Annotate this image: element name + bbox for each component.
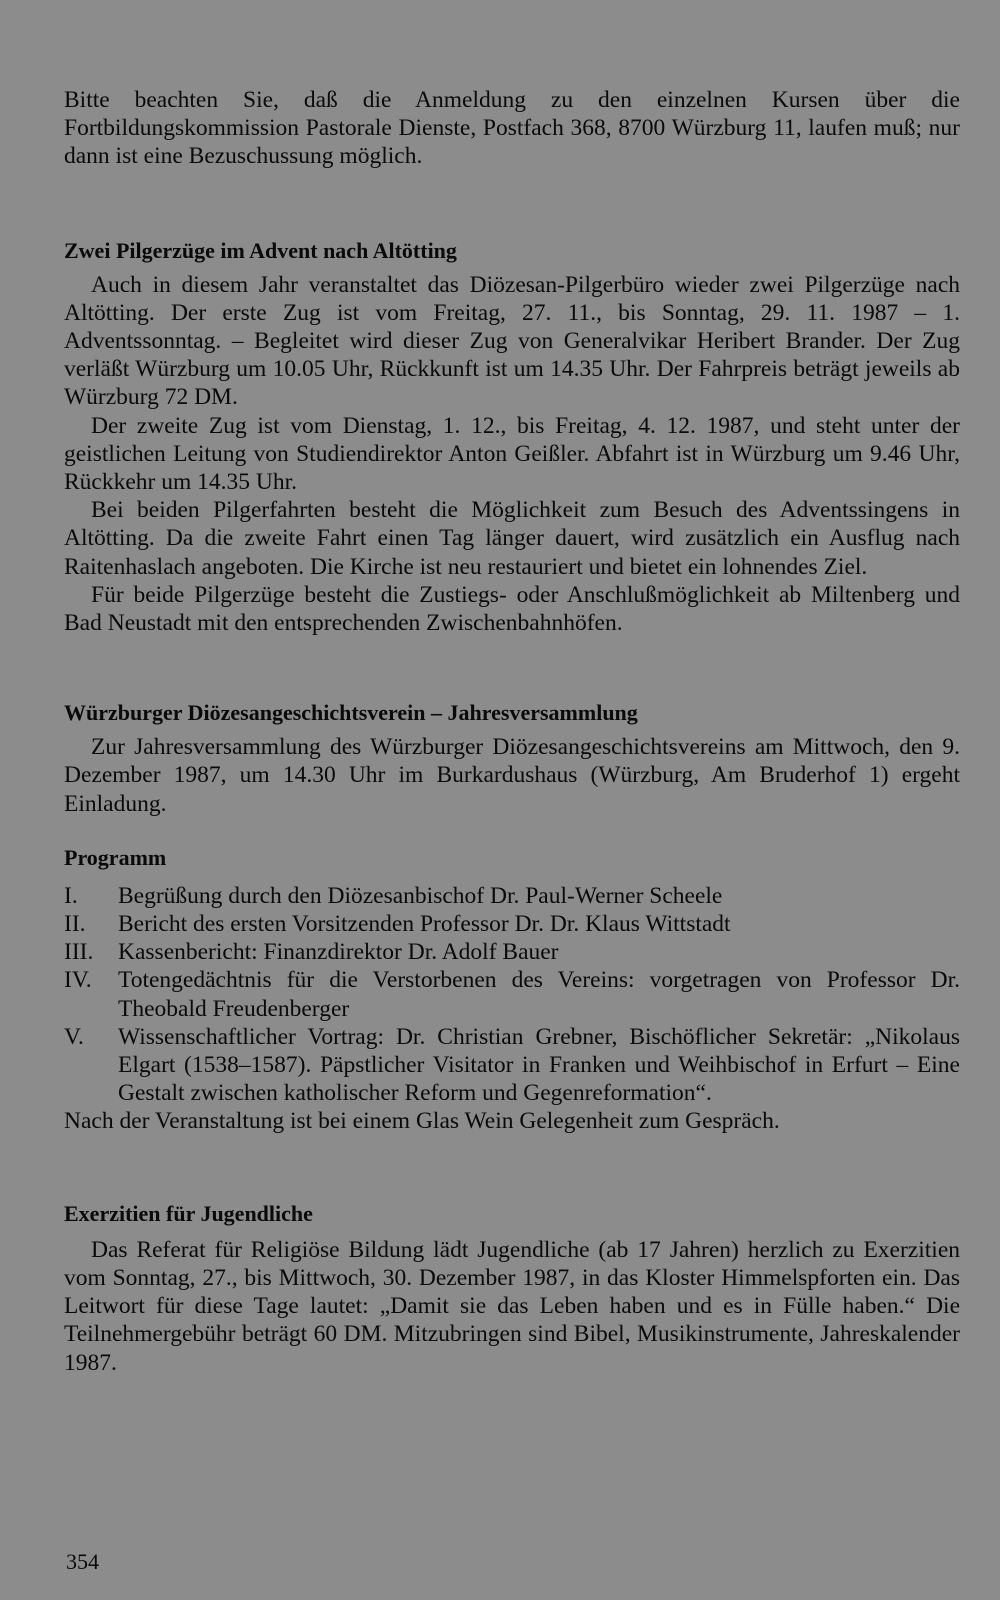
- list-item-text: Begrüßung durch den Diözesanbischof Dr. Paul-Werner Scheele: [118, 882, 723, 909]
- list-item-text: Totengedächtnis für die Verstorbenen des Vereins: vorgetragen von Professor Dr. Theobald Freudenberger: [118, 967, 960, 1022]
- paragraph: Das Referat für Religiöse Bildung lädt Jugendliche (ab 17 Jahren) herzlich zu Exerzitien vom Sonntag, 27., bis Mittwoch, 30. Dezember 1987, in das Kloster Himmelspforten ein. Das Leitwort für diese Tage lautet: „Damit sie das Leben haben und es in Fülle haben.“ Die Teilnehmergebühr beträgt 60 DM. Mitzubringen sind Bibel, Musikinstrumente, Jahreskalender 1987.: [64, 1236, 960, 1376]
- paragraph: Bei beiden Pilgerfahrten besteht die Möglichkeit zum Besuch des Adventssingens in Altötting. Da die zweite Fahrt einen Tag länger dauert, wird zusätzlich ein Ausflug nach Raitenhaslach angeboten. Die Kirche ist neu restauriert und bietet ein lohnendes Ziel.: [64, 497, 960, 580]
- list-item-text: Bericht des ersten Vorsitzenden Professor Dr. Dr. Klaus Wittstadt: [118, 911, 731, 938]
- list-item-number: III.: [64, 939, 94, 966]
- list-item-number: IV.: [64, 967, 92, 994]
- section-heading-geschichtsverein: Würzburger Diözesangeschichtsverein – Jahresversammlung: [64, 700, 638, 726]
- list-item: [64, 882, 960, 910]
- paragraph: Nach der Veranstaltung ist bei einem Glas Wein Gelegenheit zum Gespräch.: [64, 1108, 780, 1135]
- list-item-number: II.: [64, 911, 86, 938]
- list-item-text: Kassenbericht: Finanzdirektor Dr. Adolf Bauer: [118, 939, 559, 966]
- list-item-number: V.: [64, 1023, 84, 1050]
- list-item-number: I.: [64, 882, 78, 909]
- page-number: 354: [66, 1549, 99, 1574]
- list-item: [64, 910, 960, 938]
- programm-list: [64, 882, 960, 1108]
- list-item-text: Wissenschaftlicher Vortrag: Dr. Christian Grebner, Bischöflicher Sekretär: „Nikolaus Elgart (1538–1587). Päpstlicher Visitator in Franken und Weihbischof in Erfurt – Eine Gestalt zwischen katholischer Reform und Gegenreformation“.: [118, 1023, 960, 1107]
- subheading-programm: Programm: [64, 844, 167, 870]
- paragraph: Für beide Pilgerzüge besteht die Zustiegs- oder Anschlußmöglichkeit ab Miltenberg und Bad Neustadt mit den entsprechenden Zwischenbahnhöfen.: [64, 581, 960, 637]
- section-heading-pilgerzuege: Zwei Pilgerzüge im Advent nach Altötting: [64, 237, 457, 263]
- paragraph: Der zweite Zug ist vom Dienstag, 1. 12., bis Freitag, 4. 12. 1987, und steht unter der geistlichen Leitung von Studiendirektor Anton Geißler. Abfahrt ist in Würzburg um 9.46 Uhr, Rückkehr um 14.35 Uhr.: [64, 412, 960, 496]
- list-item: [64, 1023, 960, 1108]
- section-heading-exerzitien: Exerzitien für Jugendliche: [64, 1200, 313, 1226]
- paragraph: Auch in diesem Jahr veranstaltet das Diözesan-Pilgerbüro wieder zwei Pilgerzüge nach Altötting. Der erste Zug ist vom Freitag, 27. 11., bis Sonntag, 29. 11. 1987 – 1. Adventssonntag. – Begleitet wird dieser Zug von Generalvikar Heribert Brander. Der Zug verläßt Würzburg um 10.05 Uhr, Rückkunft ist um 14.35 Uhr. Der Fahrpreis beträgt jeweils ab Würzburg 72 DM.: [64, 271, 960, 411]
- paragraph: Zur Jahresversammlung des Würzburger Diözesangeschichtsvereins am Mittwoch, den 9. Dezember 1987, um 14.30 Uhr im Burkardushaus (Würzburg, Am Bruderhof 1) ergeht Einladung.: [64, 734, 960, 817]
- intro-paragraph: Bitte beachten Sie, daß die Anmeldung zu den einzelnen Kursen über die Fortbildungskommission Pastorale Dienste, Postfach 368, 8700 Würzburg 11, laufen muß; nur dann ist eine Bezuschussung möglich.: [64, 87, 960, 170]
- list-item: [64, 966, 960, 1022]
- list-item: [64, 938, 960, 966]
